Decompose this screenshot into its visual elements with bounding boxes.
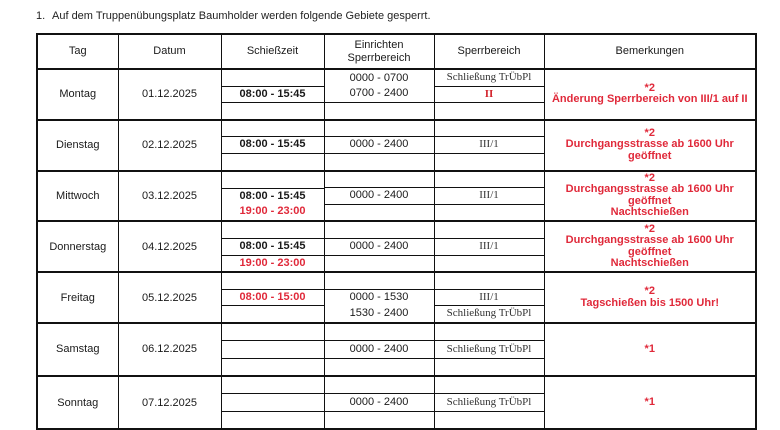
sperrbereich-cell — [434, 120, 544, 171]
table-row-sonntag — [37, 376, 756, 429]
einrichten-cell — [324, 171, 434, 222]
einrichten-value — [325, 358, 434, 375]
table-row-mittwoch — [37, 171, 756, 222]
einrichten-cell — [324, 323, 434, 376]
einrichten-value: 0000 - 0700 — [349, 71, 409, 84]
einrichten-value: 0000 - 2400 — [325, 393, 434, 410]
remark-line: Durchgangsstrasse ab 1600 Uhr geöffnet — [565, 234, 734, 258]
einrichten-cell — [324, 272, 434, 323]
tag-cell: Sonntag — [37, 376, 118, 429]
bemerkungen-cell — [544, 120, 756, 171]
sperrbereich-value: II — [435, 86, 544, 103]
tag-cell: Donnerstag — [37, 221, 118, 272]
einrichten-cell — [324, 120, 434, 171]
remark-line: *2 — [644, 81, 655, 94]
schiesszeit-value — [222, 70, 324, 86]
header-bemerkungen: Bemerkungen — [544, 34, 756, 69]
sperrbereich-cell — [434, 221, 544, 272]
remark-line: Änderung Sperrbereich von III/1 auf II — [551, 93, 748, 106]
datum-cell: 03.12.2025 — [118, 171, 221, 222]
tag-cell: Dienstag — [37, 120, 118, 171]
remark-line: *2 — [644, 222, 655, 235]
sperrbereich-cell — [434, 69, 544, 120]
einrichten-value: 0000 - 2400 — [325, 340, 434, 357]
einrichten-value: 0000 - 2400 — [325, 187, 434, 204]
header-tag: Tag — [37, 34, 118, 69]
table-row-donnerstag — [37, 221, 756, 272]
bemerkungen-cell — [544, 221, 756, 272]
sperrbereich-value: Schließung TrÜbPl — [435, 393, 544, 410]
einrichten-value: 0000 - 2400 — [325, 136, 434, 153]
schiesszeit-value — [222, 273, 324, 289]
schiesszeit-value — [222, 324, 324, 340]
header-einrichten-line1: Einrichten — [354, 38, 404, 51]
bemerkungen-cell — [544, 272, 756, 323]
einrichten-value — [325, 222, 434, 238]
schiesszeit-value: 08:00 - 15:45 — [222, 86, 324, 103]
datum-cell: 04.12.2025 — [118, 221, 221, 272]
einrichten-value: 0700 - 2400 — [349, 87, 409, 100]
einrichten-cell — [324, 69, 434, 120]
sperrbereich-cell — [434, 323, 544, 376]
datum-cell: 05.12.2025 — [118, 272, 221, 323]
einrichten-value — [325, 121, 434, 137]
tag-cell: Samstag — [37, 323, 118, 376]
sperrbereich-value — [435, 102, 544, 119]
sperrbereich-cell — [434, 272, 544, 323]
header-row — [37, 34, 756, 69]
schiesszeit-value: 08:00 - 15:45 — [222, 136, 324, 153]
tag-cell: Montag — [37, 69, 118, 120]
header-einrichten-line2: Sperrbereich — [347, 51, 411, 64]
intro-heading — [36, 10, 431, 22]
remark-line: Durchgangsstrasse ab 1600 Uhr geöffnet — [565, 138, 734, 162]
schiesszeit-value — [222, 172, 324, 188]
sperrbereich-value — [435, 204, 544, 221]
header-schiesszeit: Schießzeit — [221, 34, 324, 69]
remark-line: *1 — [644, 395, 655, 408]
einrichten-value — [325, 377, 434, 393]
einrichten-value — [325, 411, 434, 428]
einrichten-value — [325, 102, 434, 119]
einrichten-value — [325, 255, 434, 272]
datum-cell: 06.12.2025 — [118, 323, 221, 376]
table-row-montag — [37, 69, 756, 120]
datum-cell: 07.12.2025 — [118, 376, 221, 429]
schiesszeit-value — [222, 222, 324, 238]
sperrbereich-cell — [434, 171, 544, 222]
datum-cell: 01.12.2025 — [118, 69, 221, 120]
sperrbereich-value — [435, 411, 544, 428]
intro-number: 1. — [36, 10, 46, 22]
einrichten-value — [325, 274, 434, 290]
einrichten-cell — [324, 221, 434, 272]
tag-cell: Freitag — [37, 272, 118, 323]
schiesszeit-cell — [221, 221, 324, 272]
remark-line: *1 — [644, 342, 655, 355]
bemerkungen-cell — [544, 323, 756, 376]
table-row-freitag — [37, 272, 756, 323]
schiesszeit-value — [222, 153, 324, 170]
remark-line: *2 — [644, 126, 655, 139]
sperrbereich-value — [435, 153, 544, 170]
einrichten-cell — [324, 376, 434, 429]
einrichten-value: 0000 - 2400 — [325, 238, 434, 255]
header-sperrbereich: Sperrbereich — [434, 34, 544, 69]
schiesszeit-value: 19:00 - 23:00 — [239, 205, 306, 218]
einrichten-value — [325, 172, 434, 188]
sperrbereich-value — [435, 377, 544, 393]
schiesszeit-cell — [221, 272, 324, 323]
schiesszeit-value: 08:00 - 15:45 — [222, 238, 324, 255]
bemerkungen-cell — [544, 69, 756, 120]
header-einrichten-sperrbereich — [324, 34, 434, 69]
sperrbereich-value: Schließung TrÜbPl — [435, 340, 544, 357]
sperrbereich-cell — [434, 376, 544, 429]
tag-cell: Mittwoch — [37, 171, 118, 222]
schiesszeit-cell — [221, 120, 324, 171]
header-datum: Datum — [118, 34, 221, 69]
schiesszeit-value: 08:00 - 15:00 — [222, 289, 324, 306]
einrichten-value — [325, 153, 434, 170]
sperrbereich-value — [435, 324, 544, 340]
schiesszeit-value — [222, 102, 324, 119]
einrichten-value — [325, 324, 434, 340]
sperrbereich-value — [435, 358, 544, 375]
sperrbereich-value — [435, 172, 544, 188]
closure-schedule-table — [36, 33, 757, 430]
remark-line: Durchgangsstrasse ab 1600 Uhr geöffnet — [565, 183, 734, 207]
remark-line: Nachtschießen — [610, 257, 689, 270]
remark-line: Nachtschießen — [610, 206, 689, 219]
schiesszeit-value — [222, 340, 324, 357]
schiesszeit-cell — [221, 376, 324, 429]
sperrbereich-value: Schließung TrÜbPl — [446, 71, 532, 83]
datum-cell: 02.12.2025 — [118, 120, 221, 171]
sperrbereich-value — [435, 121, 544, 137]
remark-line: *2 — [644, 285, 655, 298]
sperrbereich-value: III/1 — [435, 238, 544, 255]
remark-line: Tagschießen bis 1500 Uhr! — [580, 296, 720, 309]
schiesszeit-value — [222, 358, 324, 375]
bemerkungen-cell — [544, 376, 756, 429]
remark-line: *2 — [644, 171, 655, 184]
bemerkungen-cell — [544, 171, 756, 222]
sperrbereich-value — [435, 273, 544, 289]
table-row-dienstag — [37, 120, 756, 171]
schiesszeit-value — [222, 377, 324, 393]
schiesszeit-cell — [221, 69, 324, 120]
schiesszeit-value: 19:00 - 23:00 — [222, 255, 324, 272]
sperrbereich-value — [435, 255, 544, 272]
schiesszeit-value: 08:00 - 15:45 — [222, 188, 324, 205]
sperrbereich-value — [435, 222, 544, 238]
schiesszeit-cell — [221, 323, 324, 376]
sperrbereich-value: III/1 — [435, 289, 544, 306]
schiesszeit-value — [222, 393, 324, 410]
schiesszeit-value — [222, 411, 324, 428]
intro-text: Auf dem Truppenübungsplatz Baumholder werden folgende Gebiete gesperrt. — [52, 10, 431, 22]
sperrbereich-value: III/1 — [435, 136, 544, 153]
sperrbereich-value: Schließung TrÜbPl — [435, 305, 544, 322]
einrichten-value: 0000 - 1530 — [325, 289, 434, 306]
table-row-samstag — [37, 323, 756, 376]
sperrbereich-value: III/1 — [435, 187, 544, 204]
schiesszeit-value — [222, 305, 324, 322]
schiesszeit-cell — [221, 171, 324, 222]
einrichten-value — [325, 204, 434, 221]
einrichten-value: 1530 - 2400 — [349, 306, 409, 319]
schiesszeit-value — [222, 121, 324, 137]
